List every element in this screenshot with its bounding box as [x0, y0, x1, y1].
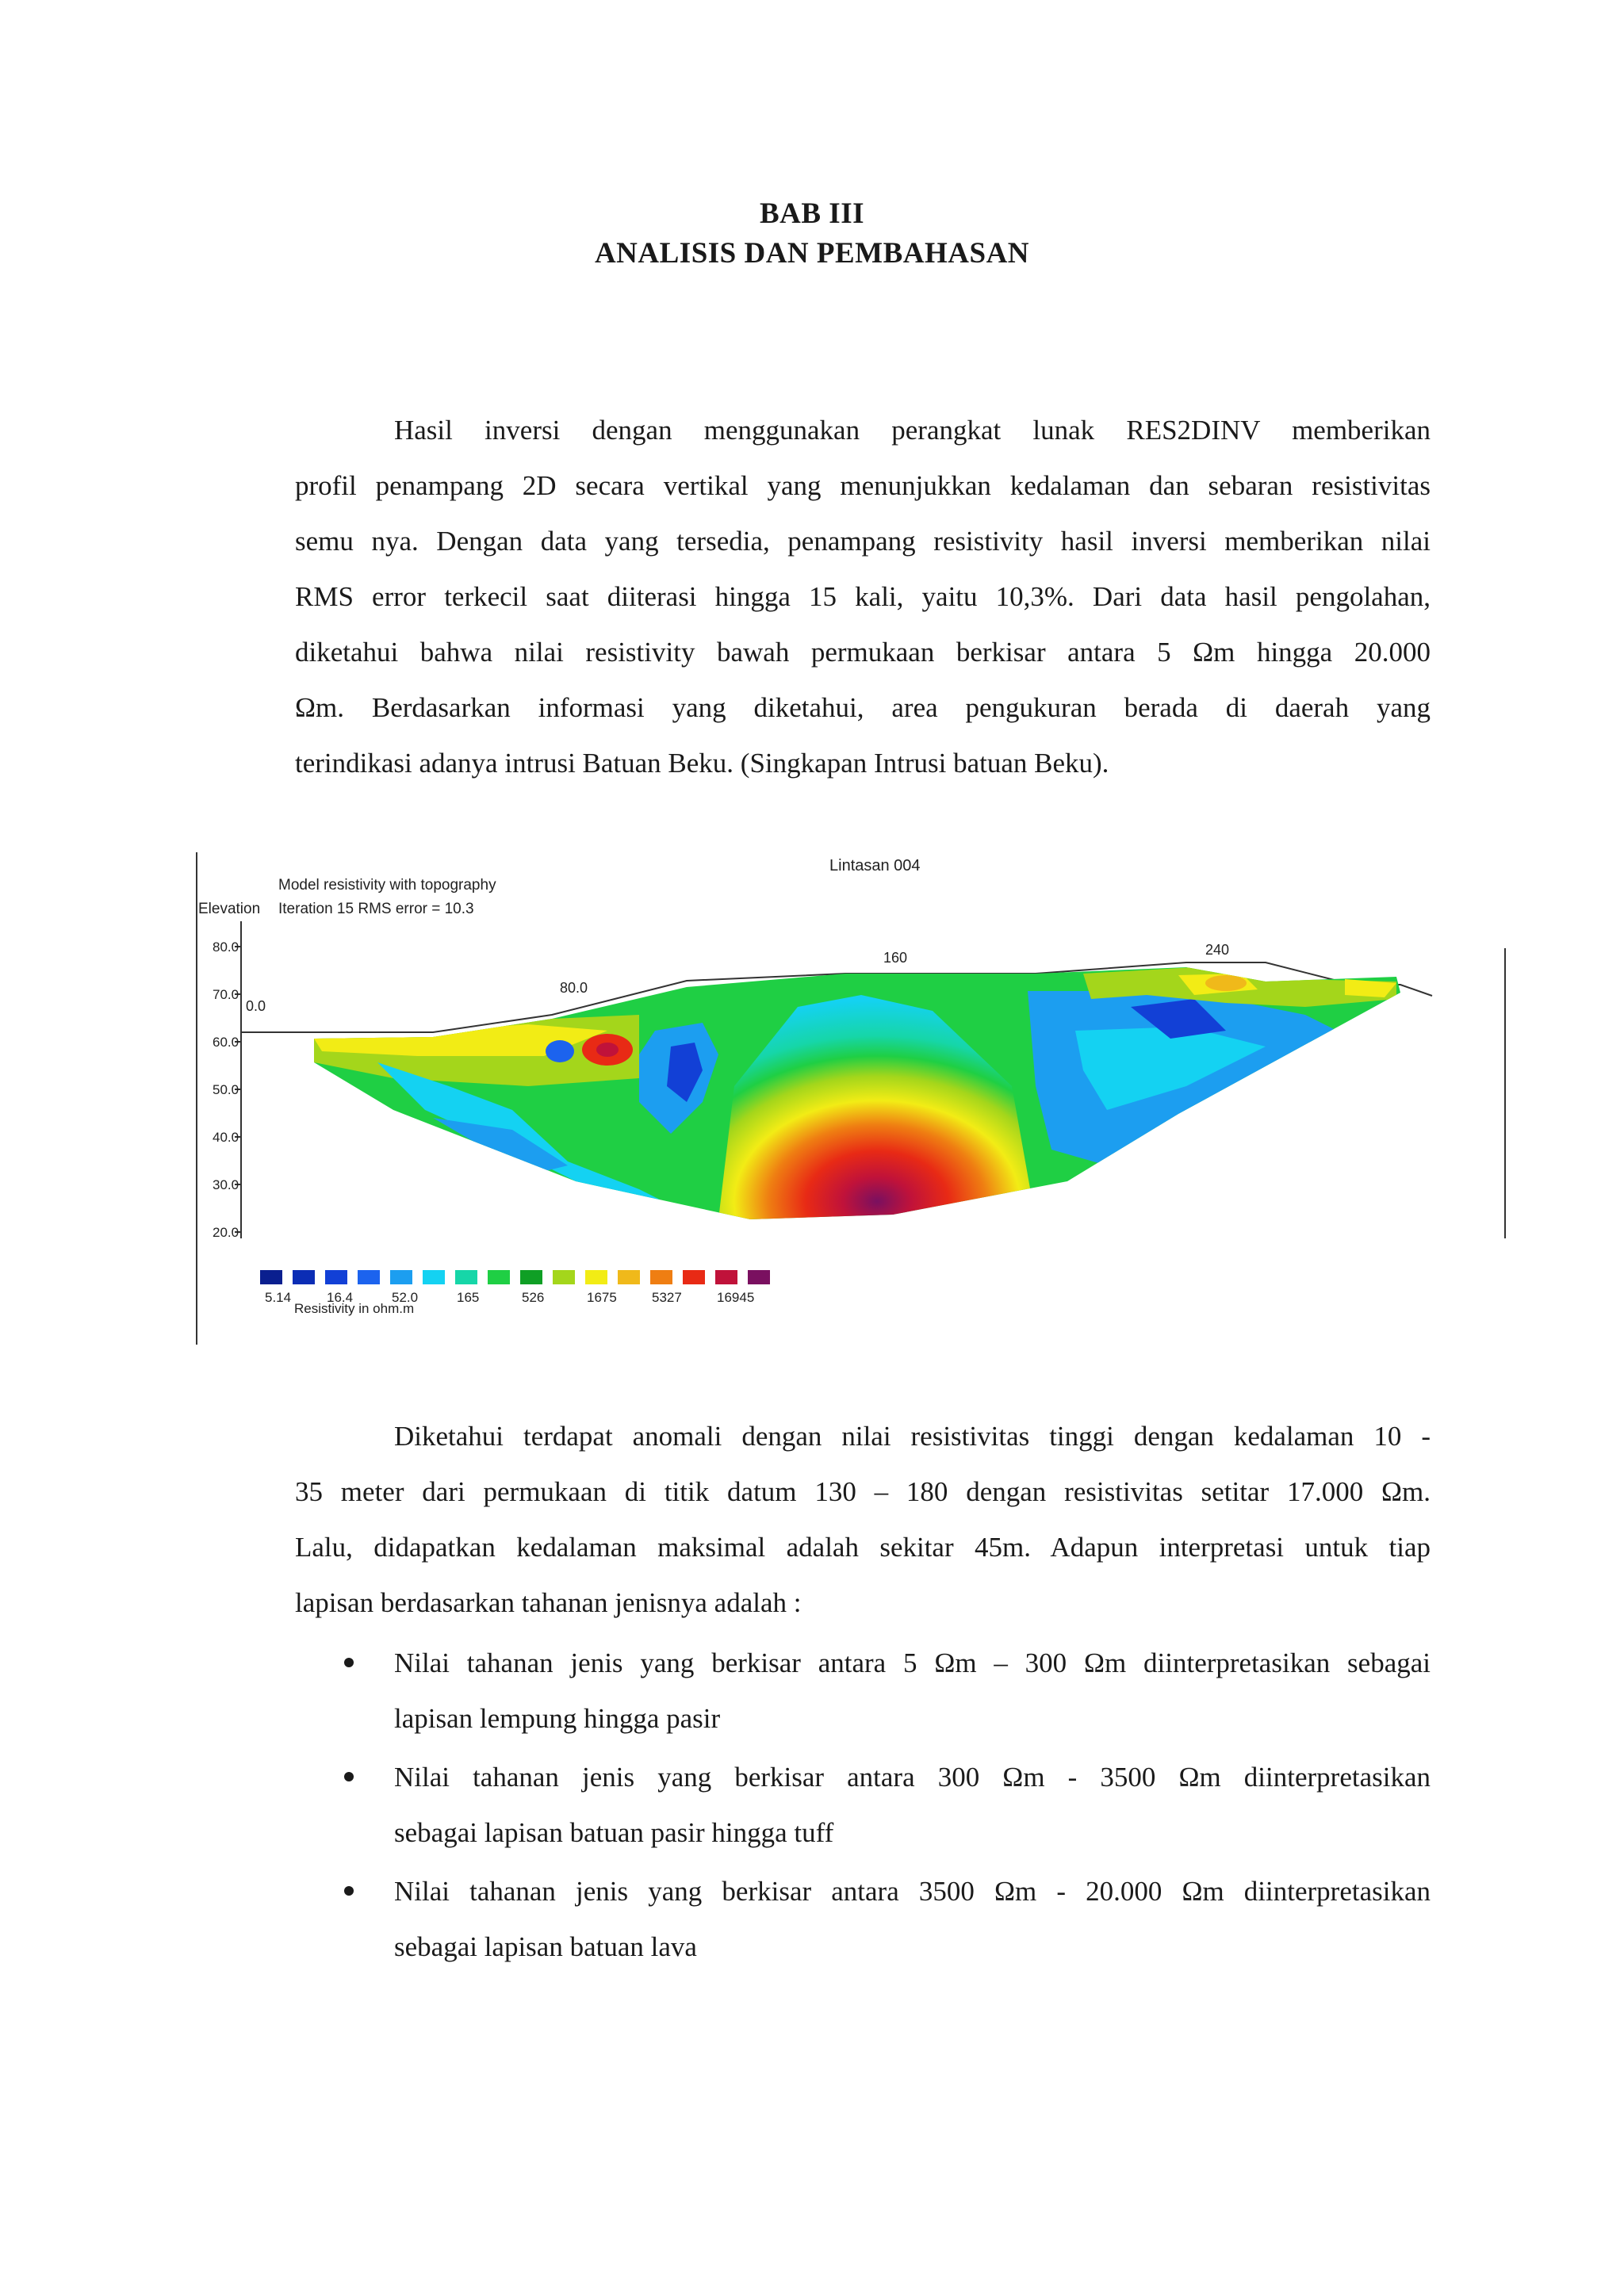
bullet-icon	[344, 1886, 354, 1896]
bullet-icon	[344, 1658, 354, 1667]
elevation-label: Elevation	[198, 901, 261, 917]
legend-value: 5327	[652, 1290, 682, 1305]
text-line: Diketahui terdapat anomali dengan nilai resistivitas tinggi dengan kedalaman 10 -	[394, 1421, 1431, 1452]
y-tick-label: 50.0	[213, 1082, 239, 1097]
resistivity-section-svg	[195, 848, 1511, 1345]
list-item-line: lapisan lempung hingga pasir	[394, 1703, 721, 1734]
list-item-line: Nilai tahanan jenis yang berkisar antara 5 Ωm – 300 Ωm diinterpretasikan sebagai	[394, 1647, 1431, 1678]
list-item	[295, 1636, 1431, 1747]
paragraph-intro	[295, 403, 1431, 791]
legend-swatch	[390, 1270, 412, 1284]
color-legend	[260, 1270, 770, 1305]
legend-swatch	[683, 1270, 705, 1284]
legend-label: Resistivity in ohm.m	[294, 1301, 415, 1316]
legend-value: 526	[522, 1290, 545, 1305]
y-tick-label: 40.0	[213, 1130, 239, 1145]
text-line: semu nya. Dengan data yang tersedia, penampang resistivity hasil inversi memberikan nilai	[295, 526, 1431, 557]
text-line: RMS error terkecil saat diiterasi hingga 15 kali, yaitu 10,3%. Dari data hasil pengolahan,	[295, 581, 1431, 612]
legend-value: 5.14	[265, 1290, 292, 1305]
list-item-line: Nilai tahanan jenis yang berkisar antara 3500 Ωm - 20.000 Ωm diinterpretasikan	[394, 1876, 1431, 1907]
legend-swatch	[455, 1270, 477, 1284]
text-line: Ωm. Berdasarkan informasi yang diketahui, area pengukuran berada di daerah yang	[295, 692, 1431, 723]
resistivity-model-section	[306, 959, 1416, 1229]
legend-value: 52.0	[392, 1290, 419, 1305]
x-tick: 80.0	[560, 980, 588, 996]
legend-swatch	[293, 1270, 315, 1284]
y-tick-label: 80.0	[213, 939, 239, 955]
legend-swatch	[650, 1270, 672, 1284]
text-line: Hasil inversi dengan menggunakan perangkat lunak RES2DINV memberikan	[394, 415, 1431, 446]
legend-value: 16.4	[327, 1290, 354, 1305]
list-item-line: Nilai tahanan jenis yang berkisar antara 300 Ωm - 3500 Ωm diinterpretasikan	[394, 1762, 1431, 1793]
y-tick-label: 30.0	[213, 1177, 239, 1192]
legend-swatch	[715, 1270, 737, 1284]
x-tick: 240	[1205, 942, 1230, 958]
list-item-line: sebagai lapisan batuan pasir hingga tuff	[394, 1817, 834, 1848]
text-line: profil penampang 2D secara vertikal yang menunjukkan kedalaman dan sebaran resistivitas	[295, 470, 1431, 501]
resistivity-section-figure	[195, 848, 1511, 1345]
legend-swatch	[553, 1270, 575, 1284]
chapter-number: BAB III	[759, 197, 865, 230]
interpretation-list	[295, 1636, 1431, 1978]
y-tick-label: 60.0	[213, 1035, 239, 1050]
list-item	[295, 1864, 1431, 1975]
x-tick: 160	[883, 950, 908, 966]
text-line: lapisan berdasarkan tahanan jenisnya adalah :	[295, 1587, 802, 1618]
legend-swatch	[520, 1270, 542, 1284]
legend-swatch	[325, 1270, 347, 1284]
list-item	[295, 1750, 1431, 1861]
y-axis-ticks	[213, 939, 241, 1240]
figure-title: Lintasan 004	[829, 857, 921, 874]
text-line: Lalu, didapatkan kedalaman maksimal adalah sekitar 45m. Adapun interpretasi untuk tiap	[295, 1532, 1431, 1563]
text-line: terindikasi adanya intrusi Batuan Beku. (Singkapan Intrusi batuan Beku).	[295, 748, 1109, 779]
figure-subtitle-1: Model resistivity with topography	[278, 877, 496, 894]
text-line: diketahui bahwa nilai resistivity bawah permukaan berkisar antara 5 Ωm hingga 20.000	[295, 637, 1431, 668]
x-tick: 0.0	[246, 998, 266, 1014]
y-tick-label: 20.0	[213, 1225, 239, 1240]
paragraph-anomaly	[295, 1409, 1431, 1631]
legend-value: 165	[457, 1290, 480, 1305]
legend-swatch	[358, 1270, 380, 1284]
legend-swatch	[488, 1270, 510, 1284]
y-tick-label: 70.0	[213, 987, 239, 1002]
legend-swatch	[618, 1270, 640, 1284]
text-line: 35 meter dari permukaan di titik datum 130 – 180 dengan resistivitas setitar 17.000 Ωm.	[295, 1476, 1431, 1507]
legend-swatch	[585, 1270, 607, 1284]
legend-swatch	[260, 1270, 282, 1284]
legend-value: 1675	[587, 1290, 617, 1305]
bullet-icon	[344, 1772, 354, 1781]
chapter-title: ANALISIS DAN PEMBAHASAN	[594, 237, 1030, 270]
list-item-line: sebagai lapisan batuan lava	[394, 1931, 697, 1962]
legend-swatch	[748, 1270, 770, 1284]
legend-value: 16945	[717, 1290, 755, 1305]
figure-subtitle-2: Iteration 15 RMS error = 10.3	[278, 901, 474, 917]
legend-swatch	[423, 1270, 445, 1284]
